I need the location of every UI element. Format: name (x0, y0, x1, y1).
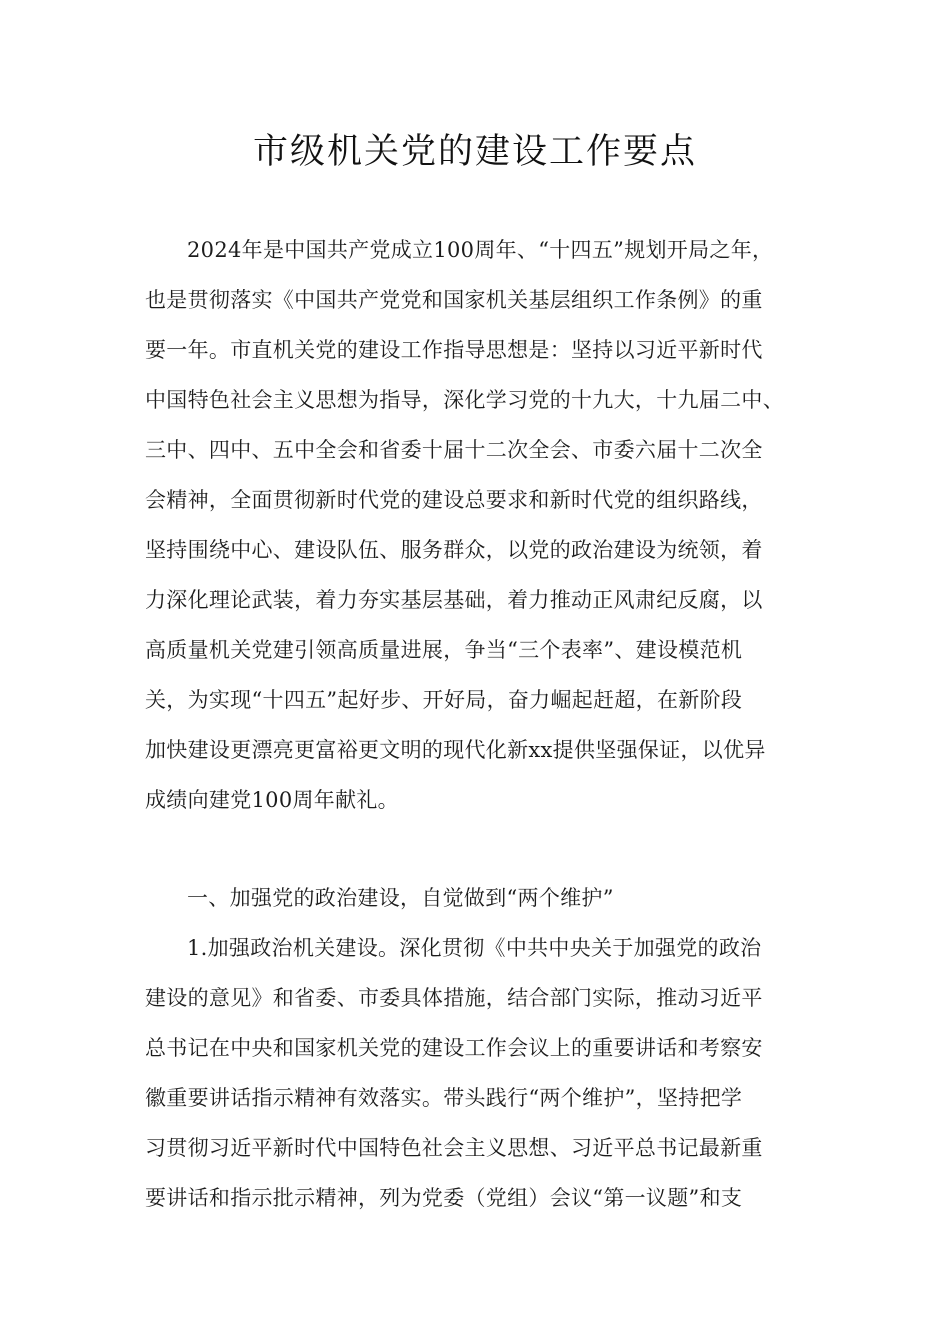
intro-line: 也是贯彻落实《中国共产党党和国家机关基层组织工作条例》的重 (145, 288, 763, 312)
item-line: 要讲话和指示批示精神，列为党委（党组）会议“第一议题”和支 (145, 1186, 743, 1210)
intro-line: 2024年是中国共产党成立100周年、“十四五”规划开局之年， (187, 238, 774, 262)
intro-line: 要一年。市直机关党的建设工作指导思想是：坚持以习近平新时代 (145, 338, 763, 362)
intro-line: 会精神，全面贯彻新时代党的建设总要求和新时代党的组织路线， (145, 488, 763, 512)
item-line: 习贯彻习近平新时代中国特色社会主义思想、习近平总书记最新重 (145, 1136, 763, 1160)
item-line: 徽重要讲话指示精神有效落实。带头践行“两个维护”，坚持把学 (145, 1086, 743, 1110)
intro-line: 高质量机关党建引领高质量进展，争当“三个表率”、建设模范机 (145, 638, 743, 662)
item-line: 建设的意见》和省委、市委具体措施，结合部门实际，推动习近平 (145, 986, 763, 1010)
intro-line: 坚持围绕中心、建设队伍、服务群众，以党的政治建设为统领，着 (145, 538, 763, 562)
intro-line: 关，为实现“十四五”起好步、开好局，奋力崛起赶超，在新阶段 (145, 688, 743, 712)
item-line: 1.加强政治机关建设。深化贯彻《中共中央关于加强党的政治 (187, 936, 762, 960)
intro-line: 力深化理论武装，着力夯实基层基础，着力推动正风肃纪反腐，以 (145, 588, 763, 612)
intro-line: 三中、四中、五中全会和省委十届十二次全会、市委六届十二次全 (145, 438, 763, 462)
document-title: 市级机关党的建设工作要点 (252, 132, 697, 172)
intro-line: 加快建设更漂亮更富裕更文明的现代化新xx提供坚强保证，以优异 (145, 738, 766, 762)
intro-line: 中国特色社会主义思想为指导，深化学习党的十九大，十九届二中、 (145, 388, 784, 412)
item-line: 总书记在中央和国家机关党的建设工作会议上的重要讲话和考察安 (145, 1036, 763, 1060)
intro-line: 成绩向建党100周年献礼。 (145, 788, 399, 812)
section-heading: 一、加强党的政治建设，自觉做到“两个维护” (187, 886, 614, 910)
